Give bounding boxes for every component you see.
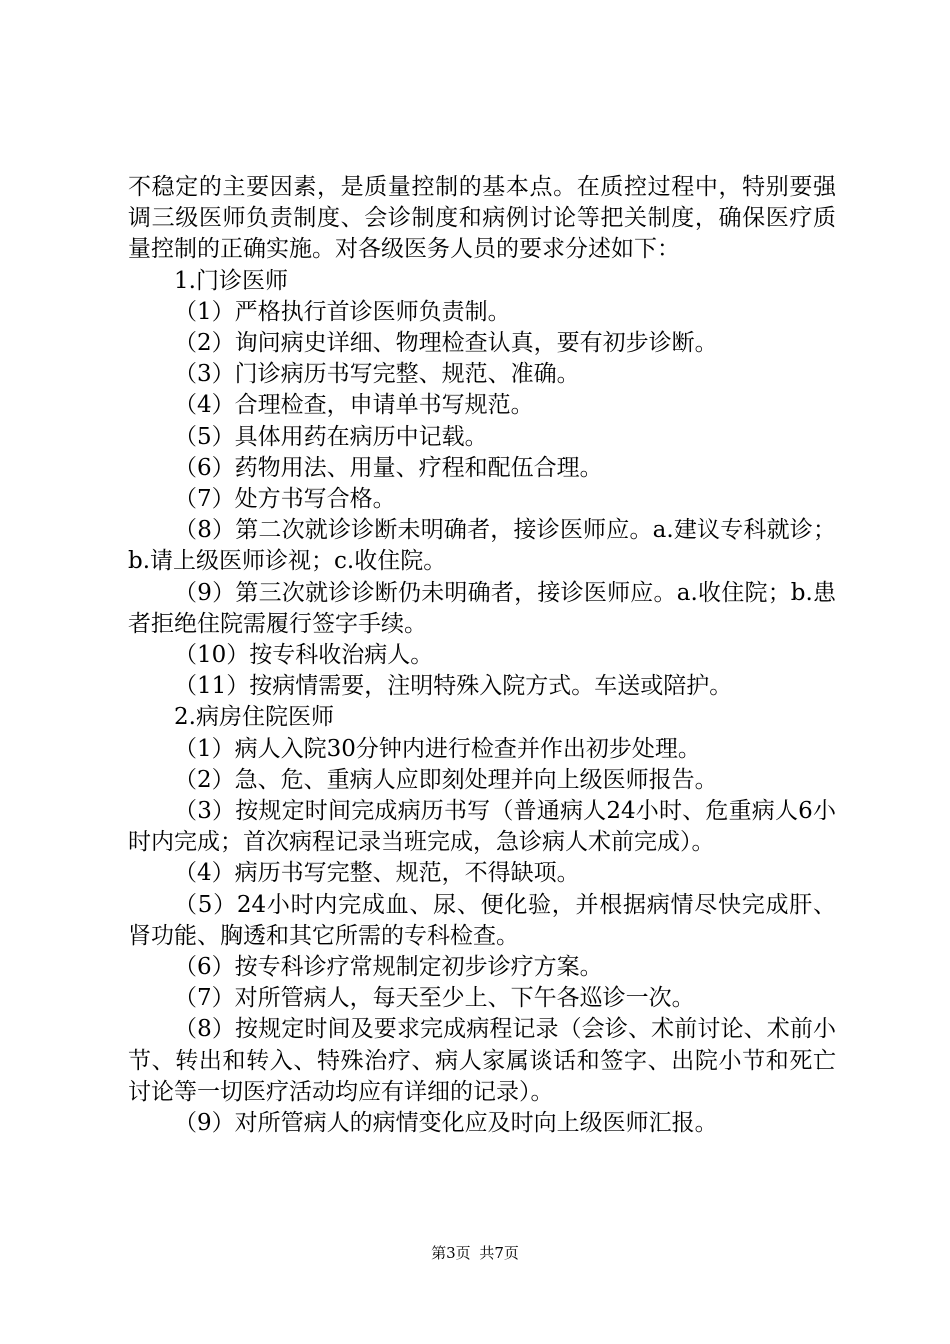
list-item: （10）按专科收治病人。 <box>174 642 434 669</box>
document-body <box>128 172 836 1139</box>
list-item: （7）对所管病人，每天至少上、下午各巡诊一次。 <box>174 985 695 1012</box>
page-number-footer: 第3页 共7页 <box>431 1244 519 1262</box>
list-item: （2）询问病史详细、物理检查认真，要有初步诊断。 <box>174 330 718 357</box>
list-item: （6）按专科诊疗常规制定初步诊疗方案。 <box>174 954 603 981</box>
list-item: （3）门诊病历书写完整、规范、准确。 <box>174 361 580 388</box>
list-item: （6）药物用法、用量、疗程和配伍合理。 <box>174 454 603 481</box>
list-item: （11）按病情需要，注明特殊入院方式。车送或陪护。 <box>174 673 733 700</box>
list-item: （4）合理检查，申请单书写规范。 <box>174 392 534 419</box>
section-heading-inpatient: 2.病房住院医师 <box>174 704 334 731</box>
list-item: （5）具体用药在病历中记载。 <box>174 423 488 450</box>
list-item: （9）第三次就诊诊断仍未明确者，接诊医师应。a.收住院；b.患者拒绝住院需履行签字手续。 <box>128 579 836 637</box>
list-item: （1）严格执行首诊医师负责制。 <box>174 298 511 325</box>
paragraph-intro: 不稳定的主要因素，是质量控制的基本点。在质控过程中，特别要强调三级医师负责制度、会诊制度和病例讨论等把关制度，确保医疗质量控制的正确实施。对各级医务人员的要求分述如下： <box>128 174 836 263</box>
list-item: （2）急、危、重病人应即刻处理并向上级医师报告。 <box>174 766 718 793</box>
section-heading-outpatient: 1.门诊医师 <box>174 267 288 294</box>
list-item: （5）24小时内完成血、尿、便化验，并根据病情尽快完成肝、肾功能、胸透和其它所需的专科检查。 <box>128 891 836 949</box>
list-item: （4）病历书写完整、规范，不得缺项。 <box>174 860 580 887</box>
list-item: （7）处方书写合格。 <box>174 486 396 513</box>
list-item: （8）第二次就诊诊断未明确者，接诊医师应。a.建议专科就诊；b.请上级医师诊视；c.收住院。 <box>128 517 836 575</box>
list-item: （9）对所管病人的病情变化应及时向上级医师汇报。 <box>174 1110 718 1137</box>
list-item: （1）病人入院30分钟内进行检查并作出初步处理。 <box>174 735 701 762</box>
list-item: （3）按规定时间完成病历书写（普通病人24小时、危重病人6小时内完成；首次病程记录当班完成，急诊病人术前完成）。 <box>128 798 836 856</box>
list-item: （8）按规定时间及要求完成病程记录（会诊、术前讨论、术前小节、转出和转入、特殊治疗、病人家属谈话和签字、出院小节和死亡讨论等一切医疗活动均应有详细的记录）。 <box>128 1016 836 1105</box>
